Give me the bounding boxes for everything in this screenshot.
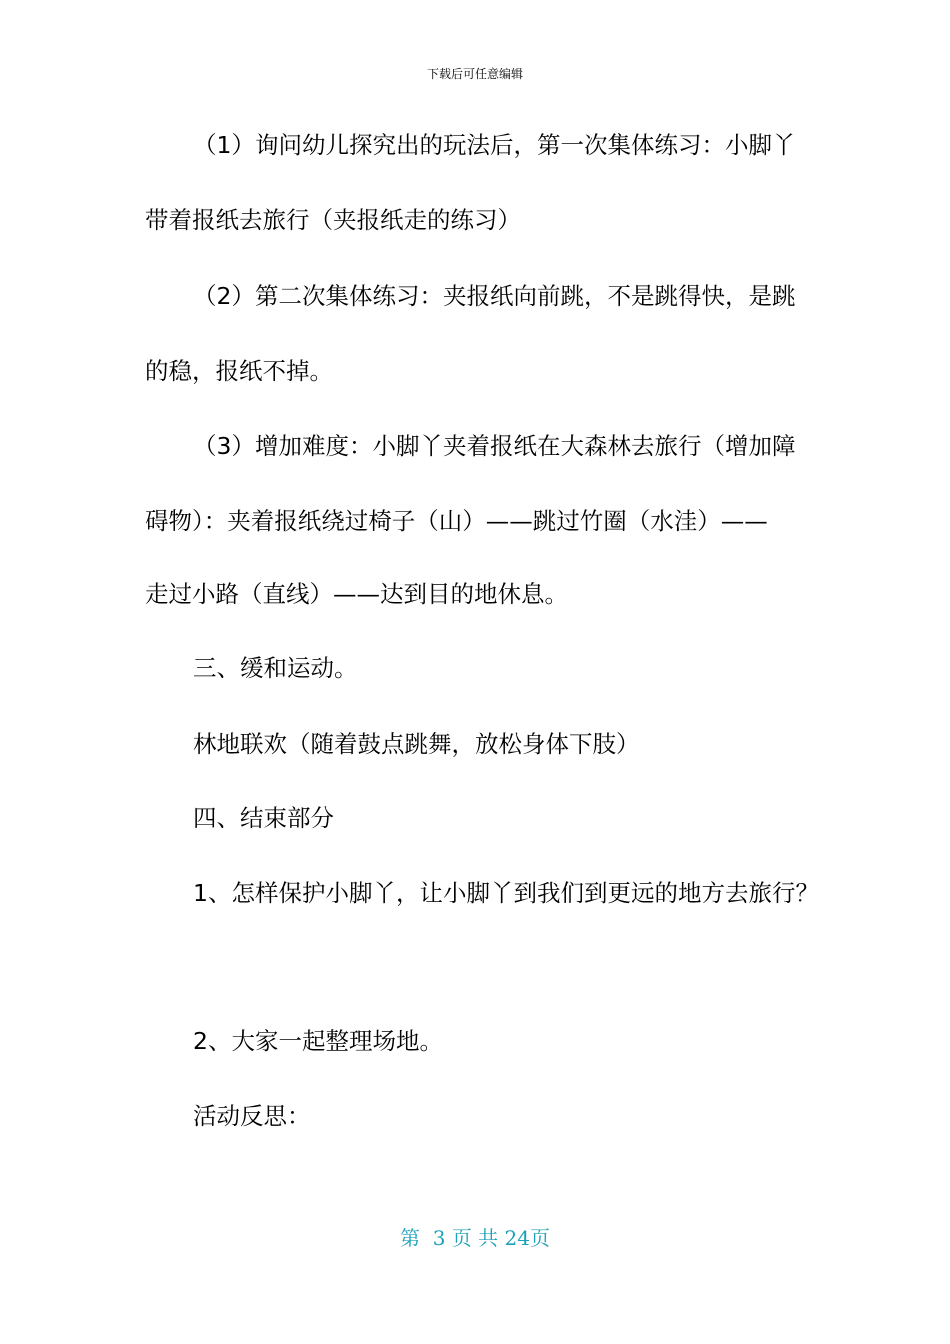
section-heading-cooldown: 三、缓和运动。 [193, 654, 358, 682]
list-item-2: 2、大家一起整理场地。 [193, 1027, 443, 1055]
footer-current-page: 3 [432, 1226, 446, 1250]
footer-prefix: 第 [400, 1226, 420, 1250]
section-heading-reflection: 活动反思： [193, 1102, 311, 1130]
list-item-1: 1、怎样保护小脚丫，让小脚丫到我们到更远的地方去旅行？ [193, 879, 819, 907]
section-heading-ending: 四、结束部分 [193, 804, 334, 832]
paragraph-line-2: 带着报纸去旅行（夹报纸走的练习） [145, 206, 521, 234]
footer-middle: 页 共 [451, 1226, 499, 1250]
paragraph-line-9: 林地联欢（随着鼓点跳舞，放松身体下肢） [193, 730, 640, 758]
footer-total-pages: 24 [504, 1226, 530, 1250]
paragraph-line-4: 的稳，报纸不掉。 [145, 357, 333, 385]
paragraph-line-6: 碍物）：夹着报纸绕过椅子（山）——跳过竹圈（水洼）—— [145, 507, 768, 535]
paragraph-line-3: （2）第二次集体练习：夹报纸向前跳，不是跳得快，是跳 [193, 282, 796, 310]
page-header: 下载后可任意编辑 [426, 67, 523, 81]
footer-suffix: 页 [529, 1226, 550, 1250]
paragraph-line-5: （3）增加难度：小脚丫夹着报纸在大森林去旅行（增加障 [193, 432, 796, 460]
page-footer [0, 1224, 950, 1252]
paragraph-line-7: 走过小路（直线）——达到目的地休息。 [145, 580, 568, 608]
paragraph-line-1: （1）询问幼儿探究出的玩法后，第一次集体练习：小脚丫 [193, 131, 796, 159]
